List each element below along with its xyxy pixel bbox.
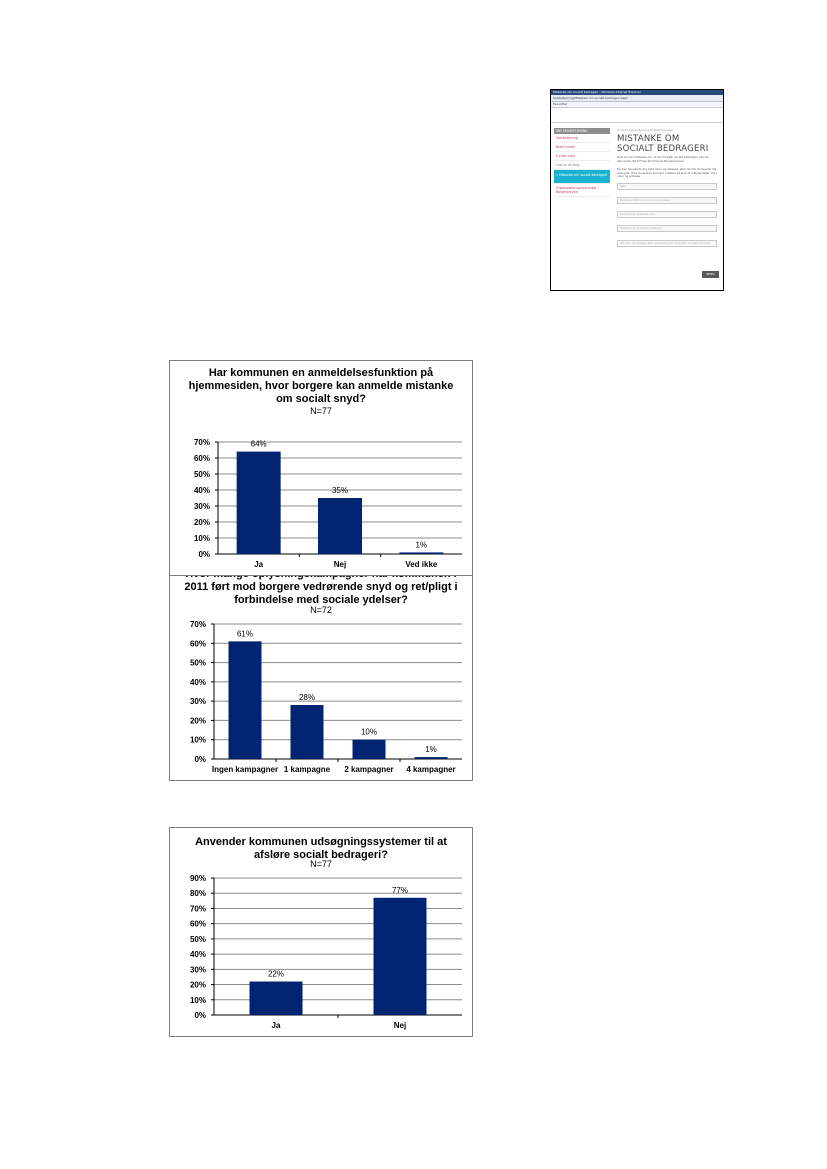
x-tick-label: Ja bbox=[271, 1021, 281, 1030]
chart-subtitle: N=72 bbox=[310, 605, 332, 615]
x-tick-label: 1 kampagne bbox=[283, 765, 331, 774]
y-tick-label: 20% bbox=[189, 980, 206, 990]
x-tick-label: Nej bbox=[333, 560, 347, 569]
form-field: Dit navn og adresse (ikke nødvendig hvis du ønsker at være anonym) bbox=[617, 240, 717, 247]
site-main bbox=[617, 128, 719, 247]
browser-titlebar: Mistanke om socialt bedrageri - Windows Internet Explorer bbox=[551, 90, 723, 95]
data-label: 77% bbox=[391, 885, 409, 895]
x-tick-label: Nej bbox=[393, 1021, 407, 1030]
form-field: Hvad har du mistanke om? bbox=[617, 211, 717, 218]
x-tick-label: Ved ikke bbox=[405, 560, 438, 569]
y-tick-label: 0% bbox=[198, 550, 210, 559]
y-tick-label: 10% bbox=[189, 735, 206, 745]
y-tick-label: 60% bbox=[189, 919, 206, 929]
y-tick-label: 60% bbox=[189, 639, 206, 649]
intro-text-2: Du kan henvende dig med navn og adresse, eller du kan henvende dig anonymt. Hvis du ønsker anonym omtaler så skal at udfylde felter med navn og adresse. bbox=[617, 167, 717, 179]
form-field: Mistanke rettet mod (navn og adresse) bbox=[617, 197, 717, 204]
website-screenshot bbox=[550, 89, 724, 291]
send-button: SEND bbox=[702, 271, 719, 278]
chart-subtitle: N=77 bbox=[310, 859, 332, 869]
bar bbox=[229, 641, 262, 759]
y-tick-label: 20% bbox=[193, 518, 210, 527]
bar bbox=[250, 982, 303, 1015]
data-label: 10% bbox=[360, 727, 378, 737]
chart-plot bbox=[170, 361, 472, 575]
chart-reporting-function bbox=[169, 360, 473, 576]
form-field: Navn bbox=[617, 183, 717, 190]
bar bbox=[415, 757, 448, 759]
site-header bbox=[551, 108, 723, 123]
y-tick-label: 50% bbox=[193, 470, 210, 479]
y-tick-label: 70% bbox=[193, 438, 210, 447]
y-tick-label: 80% bbox=[189, 889, 206, 899]
page-title: MISTANKE OM SOCIALT BEDRAGERI bbox=[617, 134, 709, 154]
browser-address-bar: Selvbetjening/Mistanke om socialt bedrageri.aspx bbox=[551, 95, 723, 102]
data-label: 22% bbox=[267, 969, 285, 979]
browser-favorites-bar: Favoritter bbox=[551, 102, 723, 108]
site-sidebar bbox=[554, 128, 610, 197]
bar bbox=[291, 705, 324, 759]
bar bbox=[374, 898, 427, 1015]
form-field: Hvad har du kunnet konstatere? bbox=[617, 225, 717, 232]
y-tick-label: 40% bbox=[189, 950, 206, 960]
y-tick-label: 30% bbox=[193, 502, 210, 511]
x-tick-label: Ja bbox=[254, 560, 264, 569]
y-tick-label: 30% bbox=[189, 965, 206, 975]
chart-subtitle: N=77 bbox=[310, 406, 332, 416]
y-tick-label: 10% bbox=[189, 995, 206, 1005]
sidebar-item: Organisationsoplysninger / Borgerservice bbox=[554, 184, 610, 197]
chart-title: Har kommunen en anmeldelsesfunktion på hjemmesiden, hvor borgere kan anmelde mistanke om socialt snyd? bbox=[188, 367, 454, 405]
chart-plot bbox=[170, 566, 472, 780]
sidebar-item-active: » Mistanke om socialt bedrageri bbox=[554, 170, 610, 184]
data-label: 28% bbox=[298, 693, 316, 702]
y-tick-label: 40% bbox=[189, 677, 206, 687]
chart-campaigns bbox=[169, 565, 473, 781]
data-label: 1% bbox=[425, 745, 437, 755]
y-tick-label: 0% bbox=[194, 755, 206, 764]
y-tick-label: 50% bbox=[189, 658, 206, 668]
sidebar-item: Fundet sted bbox=[554, 152, 610, 161]
data-label: 35% bbox=[331, 486, 349, 495]
x-tick-label: 2 kampagner bbox=[344, 765, 394, 774]
sidebar-header: DIN SELVBETJENING bbox=[554, 128, 610, 134]
chart-plot bbox=[170, 828, 472, 1036]
y-tick-label: 10% bbox=[193, 534, 210, 543]
y-tick-label: 50% bbox=[189, 934, 206, 944]
bar bbox=[318, 498, 362, 554]
data-label: 61% bbox=[236, 629, 254, 639]
sidebar-item: Lost ar en ting bbox=[554, 161, 610, 170]
bar bbox=[399, 552, 443, 554]
bar bbox=[353, 740, 386, 759]
y-tick-label: 70% bbox=[189, 904, 206, 914]
y-tick-label: 30% bbox=[189, 697, 206, 707]
y-tick-label: 20% bbox=[189, 716, 206, 726]
data-label: 1% bbox=[415, 540, 428, 550]
chart-search-systems bbox=[169, 827, 473, 1037]
chart-title: 2011 ført mod borgere vedrørende snyd og ret/pligt i forbindelse med sociale ydelser? bbox=[184, 581, 458, 606]
x-tick-label: Ingen kampagner bbox=[211, 765, 279, 774]
sidebar-item: Selvbetjening bbox=[554, 134, 610, 143]
y-tick-label: 70% bbox=[189, 620, 206, 629]
bar bbox=[237, 452, 281, 554]
y-tick-label: 0% bbox=[194, 1011, 206, 1020]
intro-text: Hvis du har mistanke om, at der foregår socialt bedrageri, kan du henvende dig til Faxe Kommunes Borgerservice. bbox=[617, 155, 709, 163]
y-tick-label: 60% bbox=[193, 454, 210, 463]
y-tick-label: 40% bbox=[193, 486, 210, 495]
chart-title: Anvender kommunen udsøgningssystemer til at afsløre socialt bedrageri? bbox=[195, 836, 447, 861]
data-label: 64% bbox=[250, 439, 267, 449]
sidebar-item: Bred fundet bbox=[554, 143, 610, 152]
x-tick-label: 4 kampagner bbox=[406, 765, 456, 774]
breadcrumb: Forside Selvbetjening Politiet/Svindel bbox=[617, 128, 673, 132]
y-tick-label: 90% bbox=[189, 874, 206, 883]
